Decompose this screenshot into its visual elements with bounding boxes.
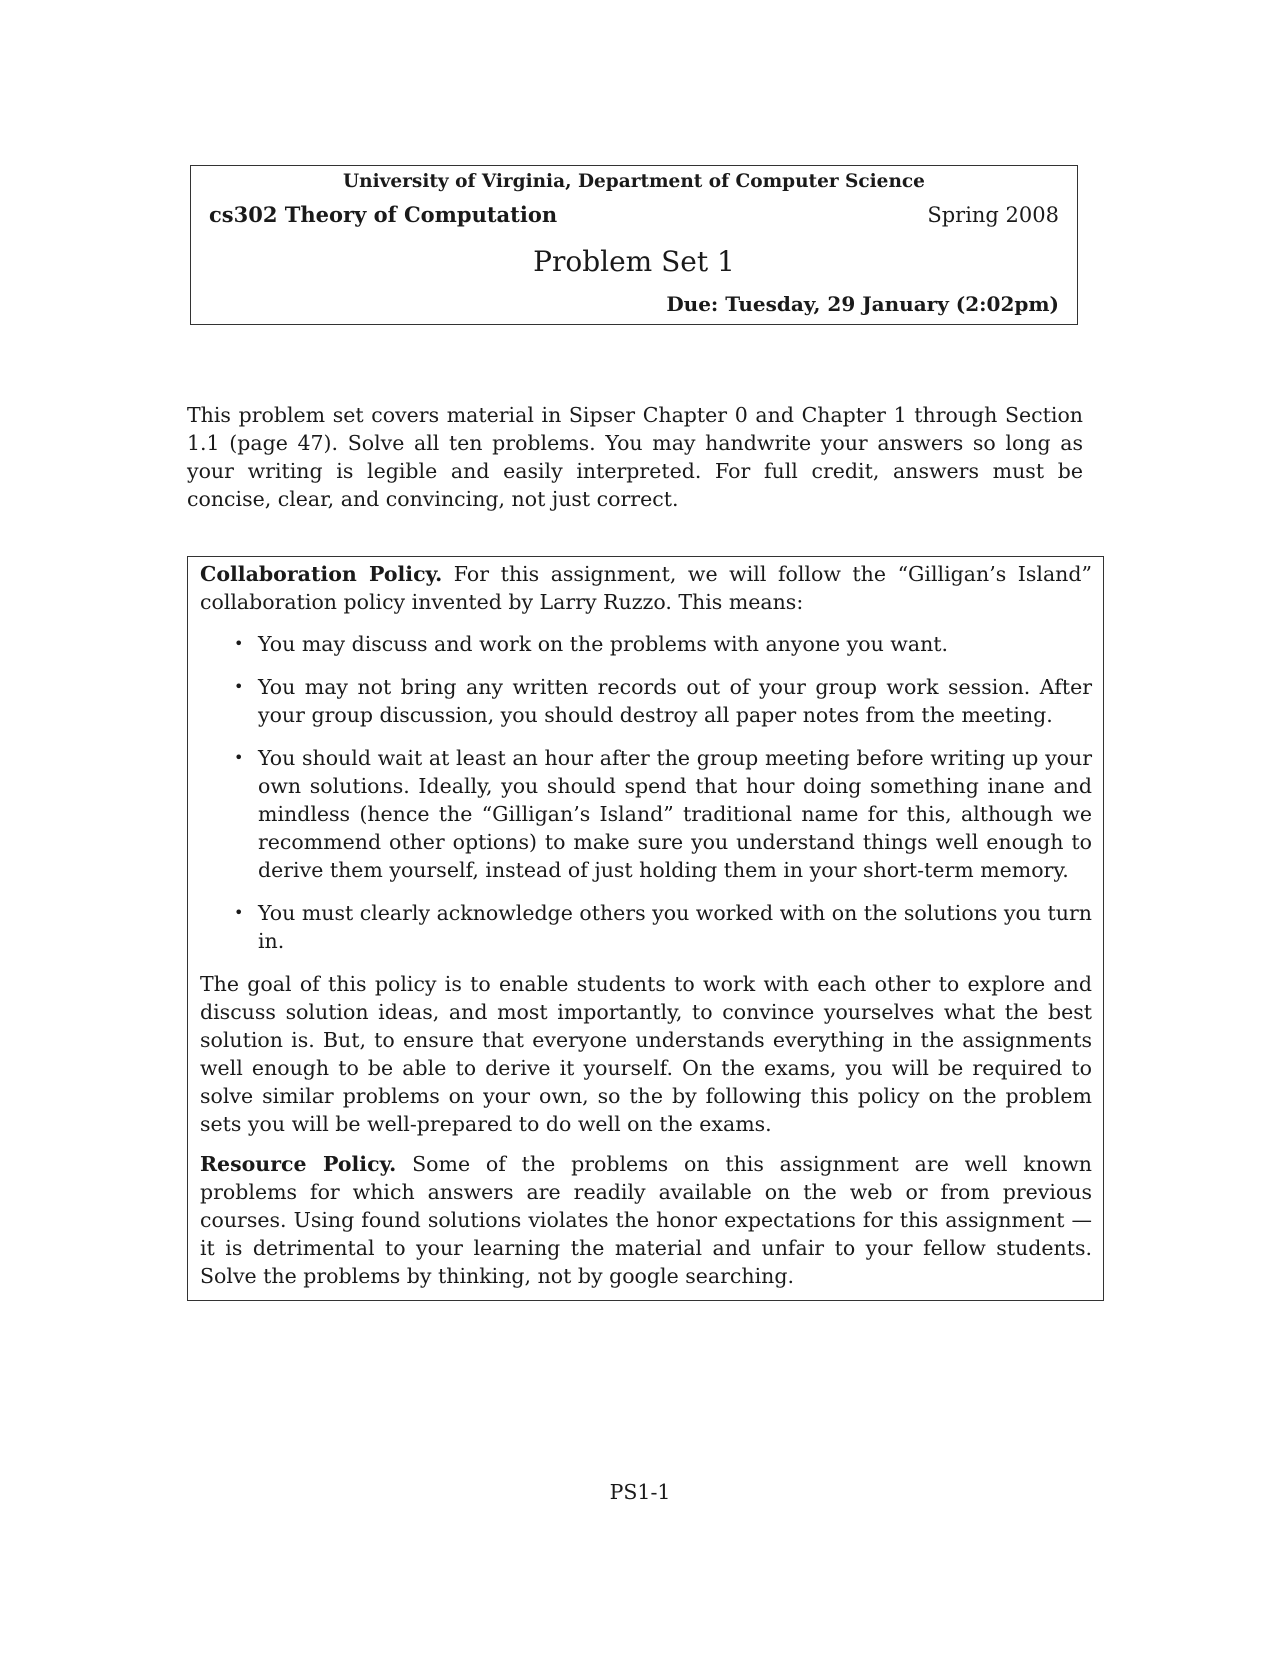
page-number: PS1-1: [609, 1480, 671, 1504]
page-title: Problem Set 1: [533, 245, 735, 278]
due-date: Due: Tuesday, 29 January (2:02pm): [666, 292, 1059, 316]
resource-text: Some of the problems on this assignment are well known problems for which answers are readily available on the web or from previous courses. Using found solutions violates the honor expectations for this assignment — it is detrimental to your learning the material and unfair to your fellow students. Solve the problems by thinking, not by google searching.: [200, 1152, 1093, 1288]
header-box: [190, 165, 1078, 325]
resource-policy-paragraph: [200, 1150, 1092, 1290]
list-item: • You may not bring any written records out of your group work session. After your group discussion, you should destroy all paper notes from the meeting.: [258, 673, 1092, 729]
university-name: University of Virginia, Department of Computer Science: [343, 171, 925, 192]
collaboration-rules-list: [200, 630, 1092, 955]
list-item: • You should wait at least an hour after the group meeting before writing up your own solutions. Ideally, you should spend that hour doing something inane and mindless (hence the “Gilligan’s Island” traditional name for this, although we recommend other options) to make sure you understand things well enough to derive them yourself, instead of just holding them in your short-term memory.: [258, 744, 1092, 884]
list-item: • You must clearly acknowledge others you worked with on the solutions you turn in.: [258, 899, 1092, 955]
collaboration-heading: Collaboration Policy.: [200, 562, 443, 586]
list-item: • You may discuss and work on the problems with anyone you want.: [258, 630, 1092, 658]
intro-paragraph: This problem set covers material in Sipser Chapter 0 and Chapter 1 through Section 1.1 (page 47). Solve all ten problems. You may handwrite your answers so long as your writing is legible and easily interpreted. For full credit, answers must be concise, clear, and convincing, not just correct.: [187, 402, 1083, 511]
course-title: cs302 Theory of Computation: [209, 202, 558, 227]
term: Spring 2008: [927, 203, 1059, 227]
collaboration-lead: For this assignment, we will follow the “Gilligan’s Island” collaboration policy invented by Larry Ruzzo. This means:: [200, 562, 1092, 614]
policy-box: [187, 556, 1104, 1301]
resource-heading: Resource Policy.: [200, 1152, 397, 1176]
collaboration-intro: [200, 560, 1092, 616]
policy-goal-paragraph: The goal of this policy is to enable students to work with each other to explore and discuss solution ideas, and most importantly, to convince yourselves what the best solution is. But, to ensure that everyone understands everything in the assignments well enough to be able to derive it yourself. On the exams, you will be required to solve similar problems on your own, so the by following this policy on the problem sets you will be well-prepared to do well on the exams.: [200, 972, 1092, 1136]
